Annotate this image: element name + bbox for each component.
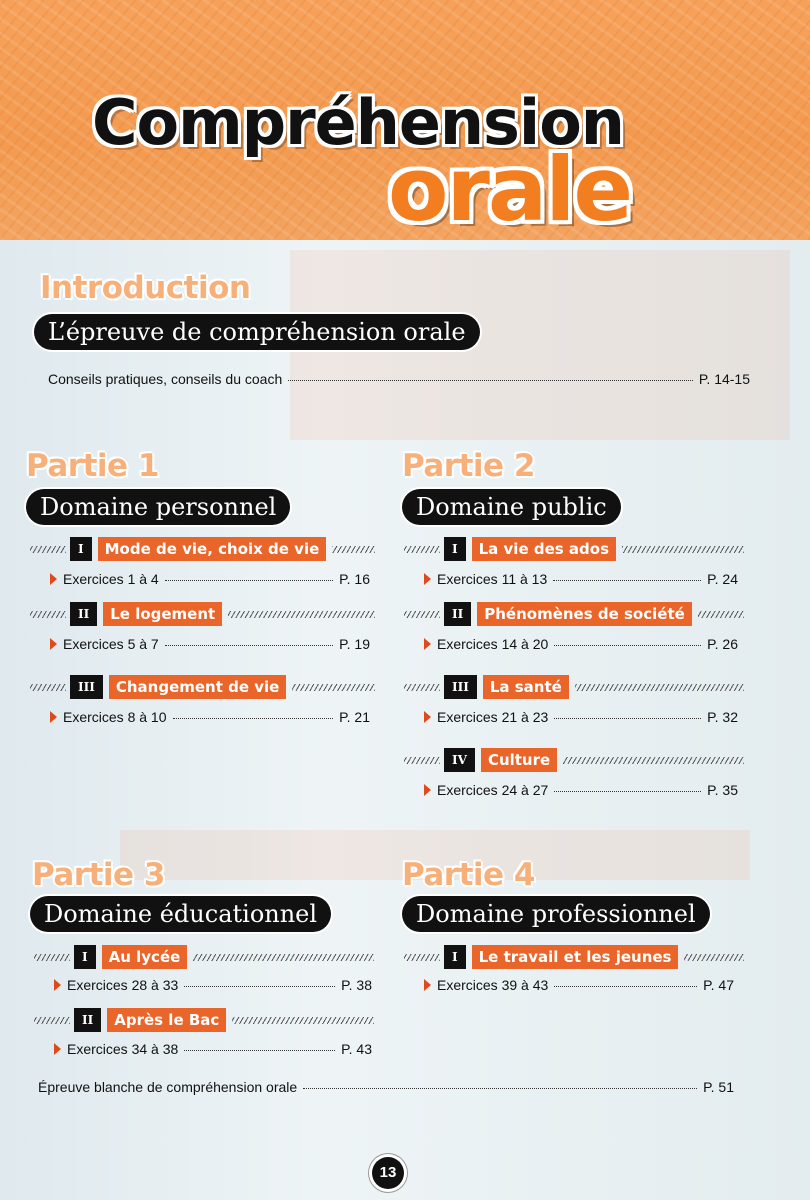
- entry-page: P. 47: [703, 977, 734, 993]
- entry-page: P. 14-15: [698, 371, 750, 387]
- entry-label: Épreuve blanche de compréhension orale: [38, 1079, 298, 1095]
- title-line-1: Compréhension: [92, 86, 624, 159]
- exercise-entry[interactable]: [424, 636, 738, 652]
- arrow-bullet-icon: [424, 979, 431, 991]
- chapter-number: I: [74, 945, 96, 969]
- chapter-number: III: [70, 675, 103, 699]
- entry-page: P. 38: [341, 977, 372, 993]
- final-exam-entry[interactable]: [38, 1079, 734, 1095]
- chapter-heading: [34, 1008, 374, 1032]
- chapter-title: Au lycée: [102, 945, 188, 969]
- part-4-domain: Domaine professionnel: [402, 896, 710, 932]
- entry-label: Exercices 14 à 20: [437, 636, 549, 652]
- entry-page: P. 35: [707, 782, 738, 798]
- dot-leader: [184, 1050, 335, 1051]
- part-3-tag: Partie 3: [32, 857, 165, 893]
- chapter-heading: [404, 748, 744, 772]
- part-4-tag: Partie 4: [402, 857, 535, 893]
- exercise-entry[interactable]: [54, 977, 372, 993]
- chapter-number: I: [70, 537, 92, 561]
- entry-label: Exercices 39 à 43: [437, 977, 549, 993]
- chapter-heading: [404, 675, 744, 699]
- chapter-heading: [30, 675, 375, 699]
- chapter-heading: [30, 537, 375, 561]
- dot-leader: [554, 791, 701, 792]
- exercise-entry[interactable]: [424, 709, 738, 725]
- chapter-number: IV: [444, 748, 475, 772]
- entry-label: Exercices 11 à 13: [437, 571, 548, 587]
- arrow-bullet-icon: [424, 638, 431, 650]
- chapter-heading: [30, 602, 375, 626]
- entry-page: P. 21: [339, 709, 370, 725]
- chapter-title: Phénomènes de société: [477, 602, 692, 626]
- chapter-number: II: [70, 602, 97, 626]
- arrow-bullet-icon: [424, 573, 431, 585]
- chapter-number: II: [444, 602, 471, 626]
- entry-label: Exercices 34 à 38: [67, 1041, 179, 1057]
- part-2-domain: Domaine public: [402, 489, 621, 525]
- exercise-entry[interactable]: [424, 571, 738, 587]
- chapter-title: Le travail et les jeunes: [472, 945, 679, 969]
- entry-page: P. 19: [339, 636, 370, 652]
- dot-leader: [554, 645, 701, 646]
- entry-label: Conseils pratiques, conseils du coach: [48, 371, 283, 387]
- arrow-bullet-icon: [424, 711, 431, 723]
- exercise-entry[interactable]: [424, 782, 738, 798]
- chapter-heading: [34, 945, 374, 969]
- arrow-bullet-icon: [50, 638, 57, 650]
- dot-leader: [554, 986, 697, 987]
- dot-leader: [184, 986, 335, 987]
- dot-leader: [165, 580, 333, 581]
- entry-page: P. 43: [341, 1041, 372, 1057]
- chapter-title: Le logement: [103, 602, 222, 626]
- exercise-entry[interactable]: [50, 636, 370, 652]
- arrow-bullet-icon: [54, 1043, 61, 1055]
- entry-page: P. 32: [707, 709, 738, 725]
- entry-label: Exercices 28 à 33: [67, 977, 179, 993]
- chapter-title: Changement de vie: [109, 675, 287, 699]
- arrow-bullet-icon: [54, 979, 61, 991]
- intro-entry[interactable]: [48, 371, 750, 387]
- page-number-badge: 13: [372, 1157, 404, 1189]
- entry-page: P. 16: [339, 571, 370, 587]
- part-1-tag: Partie 1: [26, 448, 159, 484]
- chapter-number: III: [444, 675, 477, 699]
- entry-label: Exercices 21 à 23: [437, 709, 549, 725]
- chapter-title: Culture: [481, 748, 557, 772]
- arrow-bullet-icon: [50, 573, 57, 585]
- dot-leader: [165, 645, 333, 646]
- entry-page: P. 24: [707, 571, 738, 587]
- dot-leader: [554, 718, 701, 719]
- part-1-domain: Domaine personnel: [26, 489, 290, 525]
- dot-leader: [173, 718, 334, 719]
- exercise-entry[interactable]: [50, 571, 370, 587]
- chapter-heading: [404, 945, 744, 969]
- entry-label: Exercices 8 à 10: [63, 709, 167, 725]
- entry-page: P. 26: [707, 636, 738, 652]
- chapter-title: Mode de vie, choix de vie: [98, 537, 327, 561]
- entry-label: Exercices 24 à 27: [437, 782, 549, 798]
- exercise-entry[interactable]: [54, 1041, 372, 1057]
- chapter-title: La santé: [483, 675, 569, 699]
- title-banner: [0, 0, 810, 240]
- chapter-heading: [404, 602, 744, 626]
- arrow-bullet-icon: [50, 711, 57, 723]
- exercise-entry[interactable]: [50, 709, 370, 725]
- dot-leader: [288, 380, 693, 381]
- part-2-tag: Partie 2: [402, 448, 535, 484]
- dot-leader: [303, 1088, 697, 1089]
- chapter-number: I: [444, 945, 466, 969]
- intro-tag: Introduction: [40, 270, 251, 306]
- chapter-title: Après le Bac: [107, 1008, 226, 1032]
- arrow-bullet-icon: [424, 784, 431, 796]
- entry-page: P. 51: [703, 1079, 734, 1095]
- title-line-2: orale: [388, 138, 632, 241]
- entry-label: Exercices 5 à 7: [63, 636, 159, 652]
- intro-pill: L’épreuve de compréhension orale: [34, 314, 480, 350]
- chapter-number: I: [444, 537, 466, 561]
- chapter-title: La vie des ados: [472, 537, 616, 561]
- chapter-heading: [404, 537, 744, 561]
- part-3-domain: Domaine éducationnel: [30, 896, 331, 932]
- chapter-number: II: [74, 1008, 101, 1032]
- exercise-entry[interactable]: [424, 977, 734, 993]
- entry-label: Exercices 1 à 4: [63, 571, 159, 587]
- dot-leader: [553, 580, 701, 581]
